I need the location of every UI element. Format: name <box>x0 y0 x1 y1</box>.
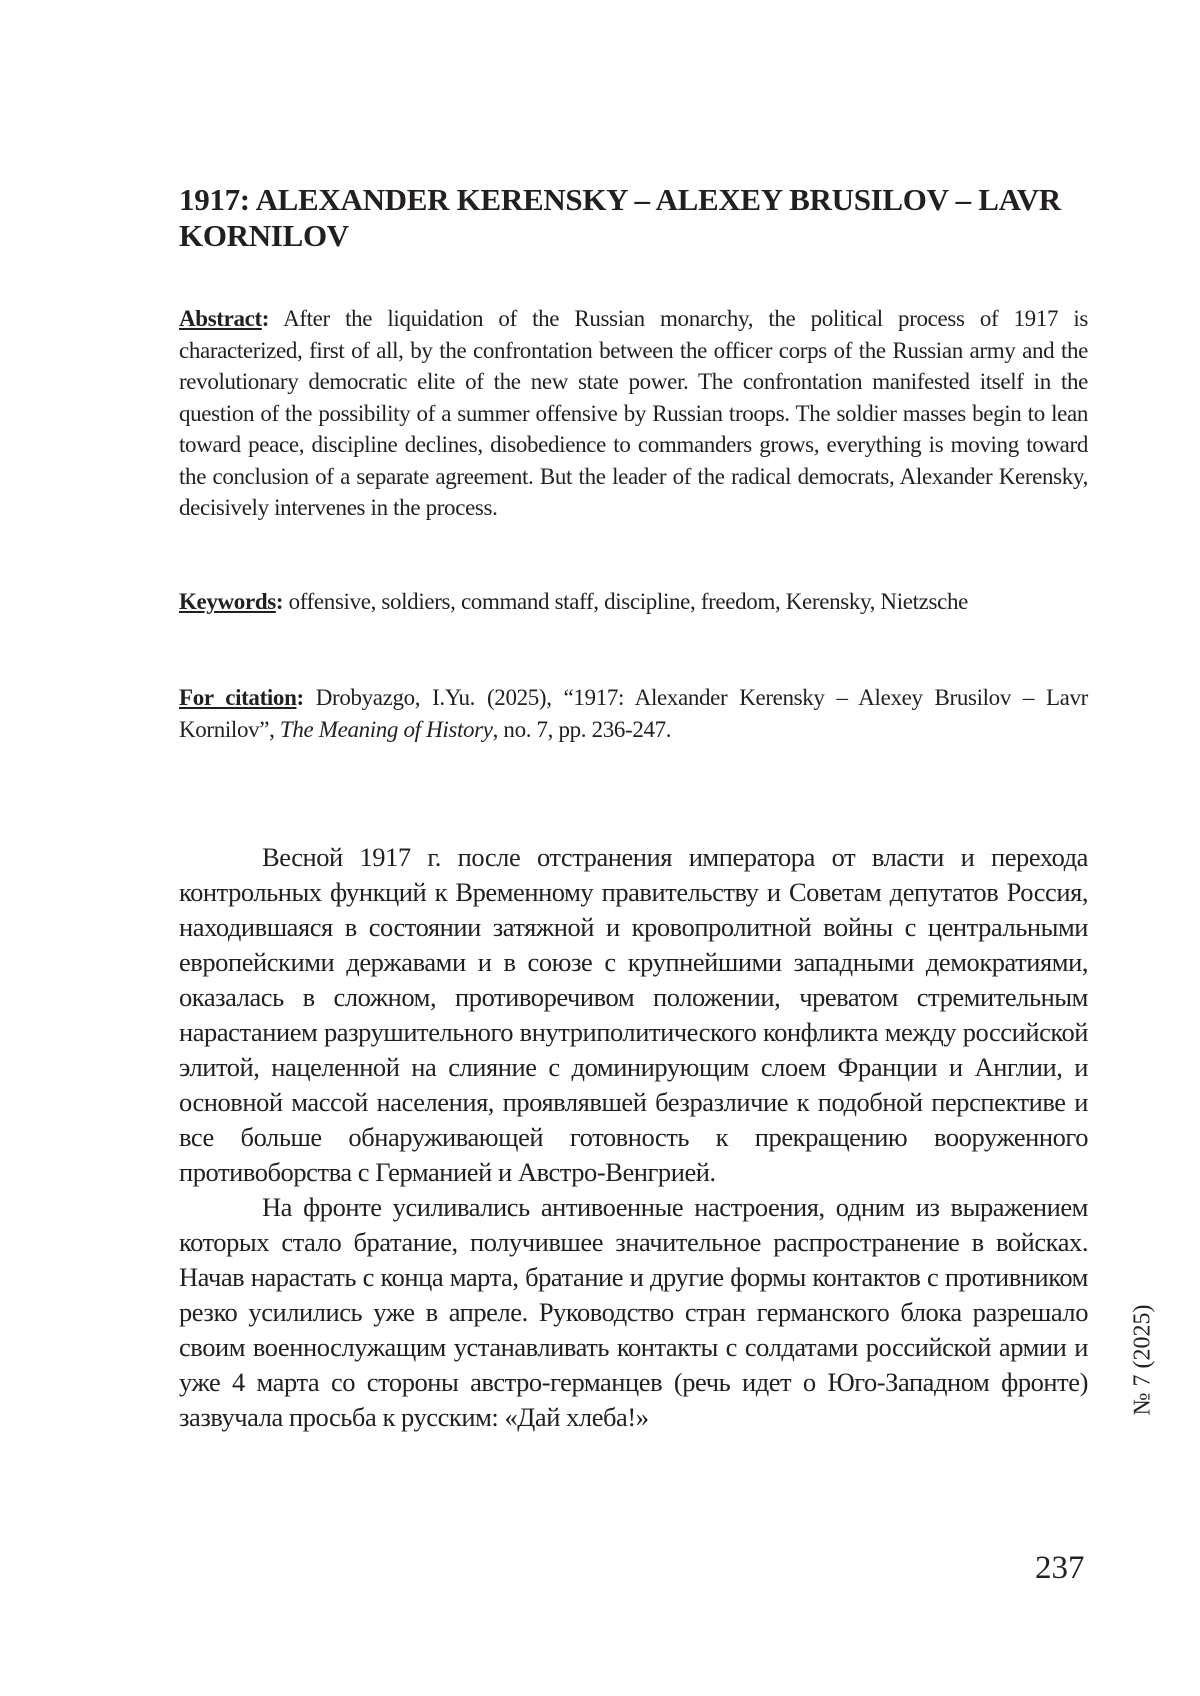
citation-text: Drobyazgo, I.Yu. (2025), “1917: Alexander Kerensky – Alexey Brusilov – Lavr Kornilov”, <box>179 685 1088 742</box>
abstract-label: Abstract: <box>179 306 269 331</box>
citation-journal: The Meaning of History <box>280 717 493 742</box>
abstract-text: After the liquidation of the Russian monarchy, the political process of 1917 is characterized, first of all, by the confrontation between the officer corps of the Russian army and the revolutionary democratic elite of the new state power. The confrontation manifested itself in the question of the possibility of a summer offensive by Russian troops. The soldier masses begin to lean toward peace, discipline declines, disobedience to commanders grows, everything is moving toward the conclusion of a separate agreement. But the leader of the radical democrats, Alexander Kerensky, decisively intervenes in the process. <box>179 306 1088 520</box>
article-body <box>179 840 1088 1435</box>
citation <box>179 682 1088 745</box>
article-title: 1917: ALEXANDER KERENSKY – ALEXEY BRUSILOV – LAVR KORNILOV <box>179 182 1099 254</box>
page-number: 237 <box>1035 1550 1085 1587</box>
citation-label: For citation: <box>179 685 304 710</box>
keywords-label: Keywords: <box>179 589 283 614</box>
body-paragraph: Весной 1917 г. после отстранения императора от власти и перехода контрольных функций к Временному правительству и Советам депутатов Россия, находившаяся в состоянии затяжной и кровопролитной войны с центральными европейскими державами и в союзе с крупнейшими западными демократиями, оказалась в сложном, противоречивом положении, чреватом стремительным нарастанием разрушительного внутриполитического конфликта между российской элитой, нацеленной на слияние с доминирующим слоем Франции и Англии, и основной массой населения, проявлявшей безразличие к подобной перспективе и все больше обнаруживающей готовность к прекращению вооруженного противоборства с Германией и Австро-Венгрией. <box>179 840 1088 1190</box>
keywords <box>179 586 1088 618</box>
body-paragraph: На фронте усиливались антивоенные настроения, одним из выражением которых стало братание, получившее значительное распространение в войсках. Начав нарастать с конца марта, братание и другие формы контактов с противником резко усилились уже в апреле. Руководство стран германского блока разрешало своим военнослужащим устанавливать контакты с солдатами российской армии и уже 4 марта со стороны австро-германцев (речь идет о Юго-Западном фронте) зазвучала просьба к русским: «Дай хлеба!» <box>179 1190 1088 1435</box>
keywords-text: offensive, soldiers, command staff, discipline, freedom, Kerensky, Nietzsche <box>289 589 968 614</box>
issue-label: № 7 (2025) <box>1130 1305 1157 1416</box>
abstract <box>179 303 1088 524</box>
citation-pages: , no. 7, pp. 236-247. <box>493 717 672 742</box>
